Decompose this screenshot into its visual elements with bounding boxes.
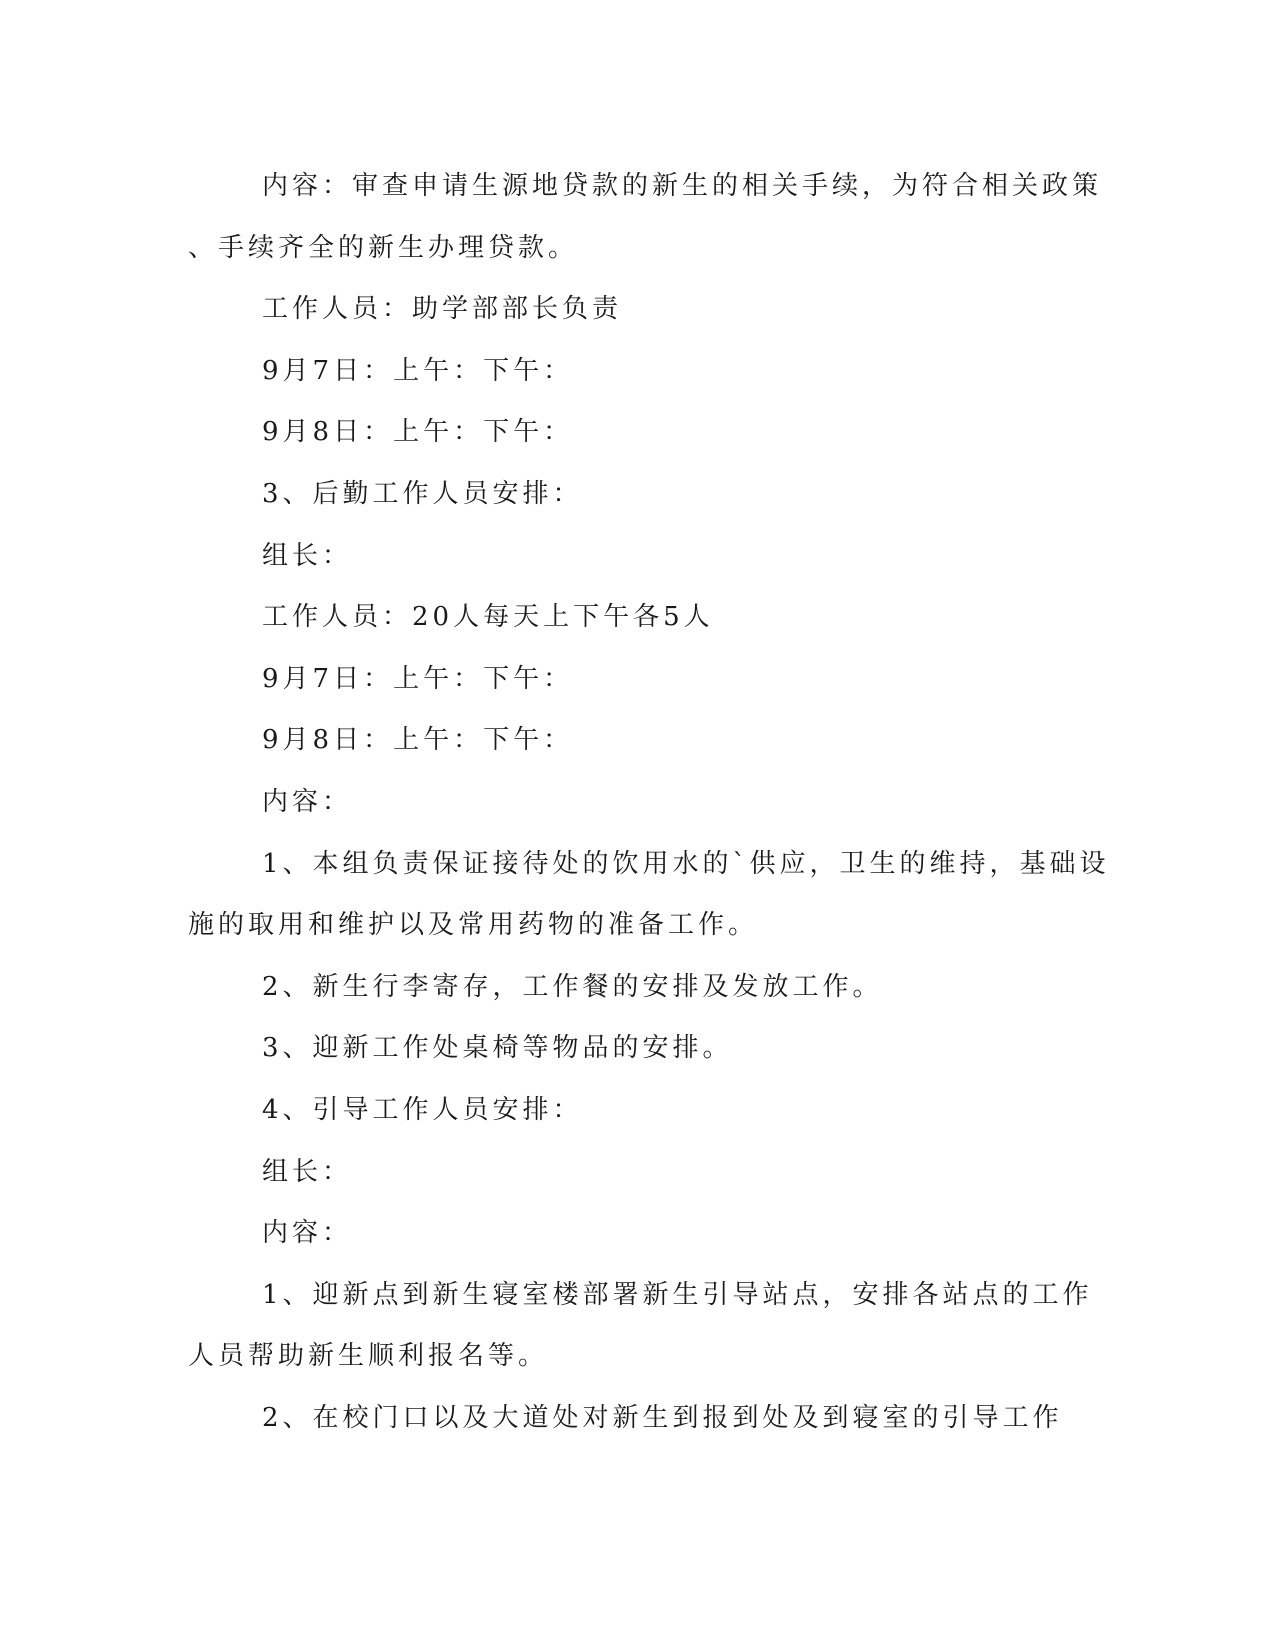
paragraph-line: 组长： xyxy=(262,1156,353,1187)
paragraph-line: 、手续齐全的新生办理贷款。 xyxy=(188,232,579,263)
list-item: 2、在校门口以及大道处对新生到报到处及到寝室的引导工作 xyxy=(262,1402,1063,1433)
paragraph-line: 内容： xyxy=(262,786,353,817)
paragraph-line: 施的取用和维护以及常用药物的准备工作。 xyxy=(188,910,759,941)
section-heading: 4、引导工作人员安排： xyxy=(262,1094,583,1125)
section-heading: 3、后勤工作人员安排： xyxy=(262,478,583,509)
paragraph-line: 人员帮助新生顺利报名等。 xyxy=(188,1341,549,1372)
list-item: 1、迎新点到新生寝室楼部署新生引导站点，安排各站点的工作 xyxy=(262,1279,1093,1310)
paragraph-line: 工作人员：助学部部长负责 xyxy=(262,294,623,325)
list-item: 1、本组负责保证接待处的饮用水的`供应，卫生的维持，基础设 xyxy=(262,848,1110,879)
paragraph-line: 内容：审查申请生源地贷款的新生的相关手续，为符合相关政策 xyxy=(262,171,1103,201)
paragraph-line: 工作人员：20人每天上下午各5人 xyxy=(262,602,714,633)
paragraph-line: 内容： xyxy=(262,1218,353,1249)
paragraph-line: 9月7日：上午：下午： xyxy=(262,355,574,386)
list-item: 2、新生行李寄存，工作餐的安排及发放工作。 xyxy=(262,971,883,1002)
paragraph-line: 9月8日：上午：下午： xyxy=(262,725,574,756)
list-item: 3、迎新工作处桌椅等物品的安排。 xyxy=(262,1033,733,1064)
paragraph-line: 9月8日：上午：下午： xyxy=(262,417,574,448)
paragraph-line: 组长： xyxy=(262,540,353,571)
paragraph-line: 9月7日：上午：下午： xyxy=(262,663,574,694)
document-body xyxy=(188,156,1110,1449)
